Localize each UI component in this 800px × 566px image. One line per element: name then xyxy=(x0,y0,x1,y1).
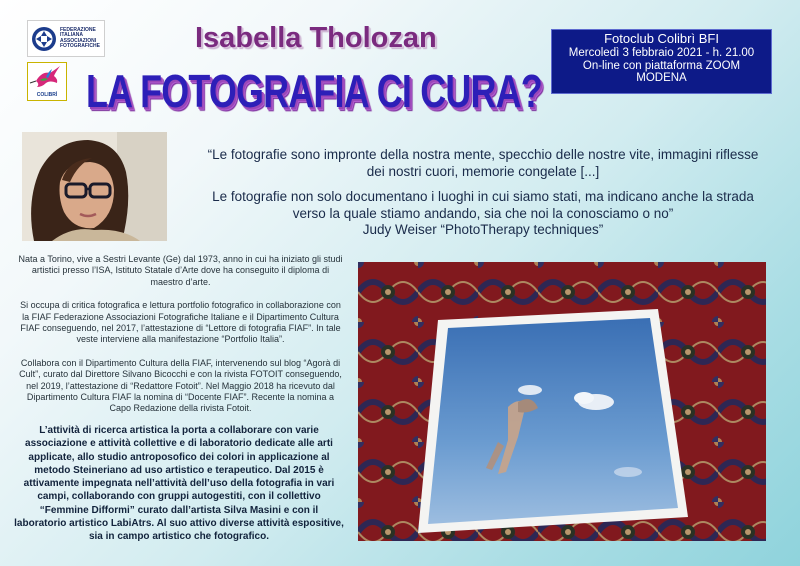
main-title: LA FOTOGRAFIA CI CURA? xyxy=(86,65,542,117)
event-club: Fotoclub Colibrì BFI xyxy=(604,31,719,46)
event-date: Mercoledì 3 febbraio 2021 - h. 21.00 xyxy=(568,46,755,59)
event-info-box xyxy=(551,29,772,94)
bio-paragraph-2: Si occupa di critica fotografica e lettura portfolio fotografico in collaborazione con la FIAF Federazione Associazioni Fotografiche Italiane e il Dipartimento Cultura FIAF conseguendo, nel 2017, l’attestazione di “Lettore di fotografia FIAF”. In tale veste interviene alla manifestazione “Portfolio Italia”. xyxy=(20,300,341,345)
author-portrait xyxy=(22,132,167,241)
quote-attribution: Judy Weiser “PhotoTherapy techniques” xyxy=(362,222,604,238)
event-platform: On-line con piattaforma ZOOM xyxy=(582,59,741,72)
quote-paragraph-1: “Le fotografie sono impronte della nostra mente, specchio delle nostre vite, immagini riflesse dei nostri cuori, memorie congelate [...] xyxy=(207,147,759,179)
event-city: MODENA xyxy=(636,72,687,85)
fiaf-logo-text: FEDERAZIONE ITALIANA ASSOCIAZIONI FOTOGRAFICHE xyxy=(60,26,100,49)
bio-paragraph-3: Collabora con il Dipartimento Cultura della FIAF, intervenendo sul blog “Agorà di Cult”, curato dal Direttore Silvano Bicocchi e con la rivista FOTOIT conseguendo, nel 2019, l’attestazione di “Redattore Fotoit”. Nel Maggio 2018 ha ricevuto dal Dipartimento Cultura FIAF la nomina di “Docente FIAF”. Recente la nomina a Capo Redazione della rivista Fotoit. xyxy=(19,357,342,414)
quote-paragraph-2: Le fotografie non solo documentano i luoghi in cui siamo stati, ma indicano anche la strada verso la quale stiamo andando, sia che noi la conosciamo o no” xyxy=(212,189,754,221)
fiaf-logo xyxy=(27,20,105,57)
fiaf-aperture-icon xyxy=(31,26,57,52)
colibri-logo xyxy=(27,62,67,101)
author-name: Isabella Tholozan xyxy=(195,22,437,54)
colibri-logo-text: COLIBRÌ xyxy=(36,92,58,98)
biography xyxy=(18,254,343,427)
quote-block xyxy=(200,147,766,239)
hummingbird-icon xyxy=(28,63,66,93)
bio-highlight-paragraph: L’attività di ricerca artistica la porta a collaborare con varie associazione e attività collettive e di laboratorio dedicate alle arti applicate, allo studio antroposofico dei colori in applicazione al metodo Steineriano ad uso artistico e terapeutico. Dal 2015 è attivamente impegnata nell’attività dell’uso della fotografia in vari campi, collaborando con gruppi autogestiti, con il collettivo “Femmine Difformi” curato dall’artista Silva Masini e con il laboratorio artistico LabiAtrs. Al suo attivo diverse attività espositive, sia in campo artistico che fotografico. xyxy=(14,425,344,543)
bio-paragraph-1: Nata a Torino, vive a Sestri Levante (Ge) dal 1973, anno in cui ha iniziato gli studi artistici presso l’ISA, Istituto Statale d’Arte dove ha conseguito il diploma di maestro d’arte. xyxy=(18,254,343,287)
carpet-photo xyxy=(358,262,766,541)
